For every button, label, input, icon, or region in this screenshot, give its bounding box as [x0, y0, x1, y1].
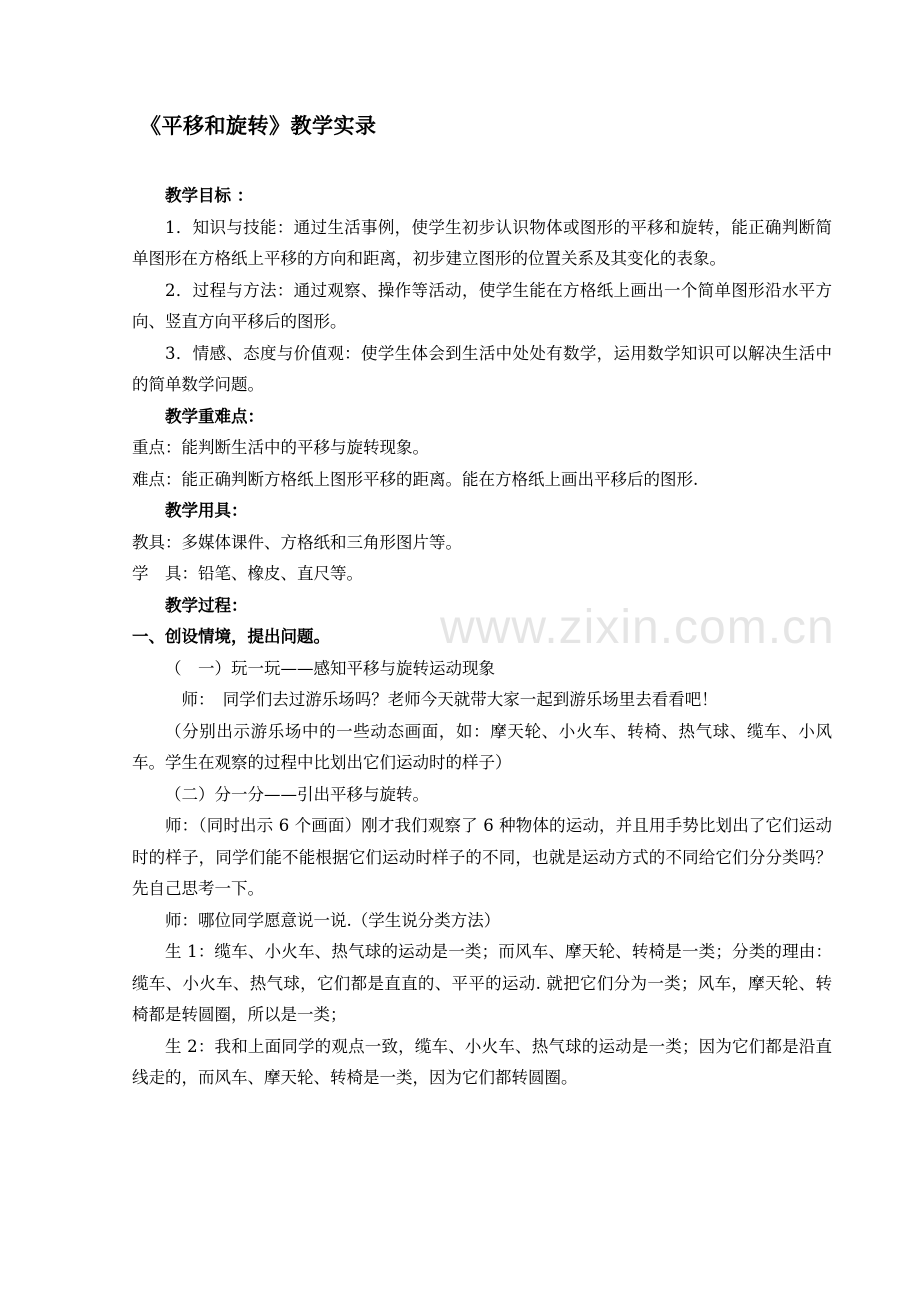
process-heading: 教学过程：: [165, 595, 248, 615]
difficulty-point: 难点：能正确判断方格纸上图形平移的距离。能在方格纸上画出平移后的图形.: [132, 469, 699, 489]
watermark: www.zixin.com.cn: [440, 601, 835, 654]
student-tools: 学 具：铅笔、橡皮、直尺等。: [132, 564, 363, 583]
part1-heading: 一、创设情境，提出问题。: [132, 627, 330, 646]
key-heading: 教学重难点：: [165, 406, 264, 426]
teacher-line-1: 师： 同学们去过游乐场吗？老师今天就带大家一起到游乐场里去看看吧！: [165, 690, 718, 709]
teacher-tools: 教具：多媒体课件、方格纸和三角形图片等。: [132, 532, 462, 552]
document-title: 《平移和旋转》教学实录: [140, 114, 377, 138]
tools-heading: 教学用具：: [165, 501, 248, 520]
goal-process: 2．过程与方法：通过观察、操作等活动，使学生能在方格纸上画出一个简单图形沿水平方向、竖直方向平移后的图形。: [132, 280, 832, 331]
teacher-line-2: 师：（同时出示 6 个画面）刚才我们观察了 6 种物体的运动，并且用手势比划出了它们运动时的样子，同学们能不能根据它们运动时样子的不同，也就是运动方式的不同给它们分分类吗？先自己思考一下。: [132, 816, 832, 898]
teacher-line-3: 师：哪位同学愿意说一说.（学生说分类方法）: [165, 910, 501, 930]
goal-attitude: 3．情感、态度与价值观：使学生体会到生活中处处有数学，运用数学知识可以解决生活中的简单数学问题。: [132, 343, 832, 394]
note-1: （分别出示游乐场中的一些动态画面，如：摩天轮、小火车、转椅、热气球、缆车、小风车。学生在观察的过程中比划出它们运动时的样子）: [132, 721, 832, 772]
sub-section-2: （二）分一分——引出平移与旋转。: [165, 784, 429, 804]
sub-section-1: （ 一）玩一玩——感知平移与旋转运动现象: [165, 658, 495, 678]
student-line-1: 生 1：缆车、小火车、热气球的运动是一类；而风车、摩天轮、转椅是一类；分类的理由：缆车、小火车、热气球，它们都是直直的、平平的运动. 就把它们分为一类；风车，摩天轮、转椅都是转圆圈，所以是一类；: [132, 942, 832, 1024]
goal-knowledge: 1．知识与技能：通过生活事例，使学生初步认识物体或图形的平移和旋转，能正确判断简单图形在方格纸上平移的方向和距离，初步建立图形的位置关系及其变化的表象。: [132, 217, 832, 268]
student-line-2: 生 2：我和上面同学的观点一致，缆车、小火车、热气球的运动是一类；因为它们都是沿直线走的，而风车、摩天轮、转椅是一类，因为它们都转圆圈。: [132, 1036, 832, 1087]
goals-heading: 教学目标 ：: [165, 186, 254, 205]
key-point: 重点：能判断生活中的平移与旋转现象。: [132, 438, 429, 457]
